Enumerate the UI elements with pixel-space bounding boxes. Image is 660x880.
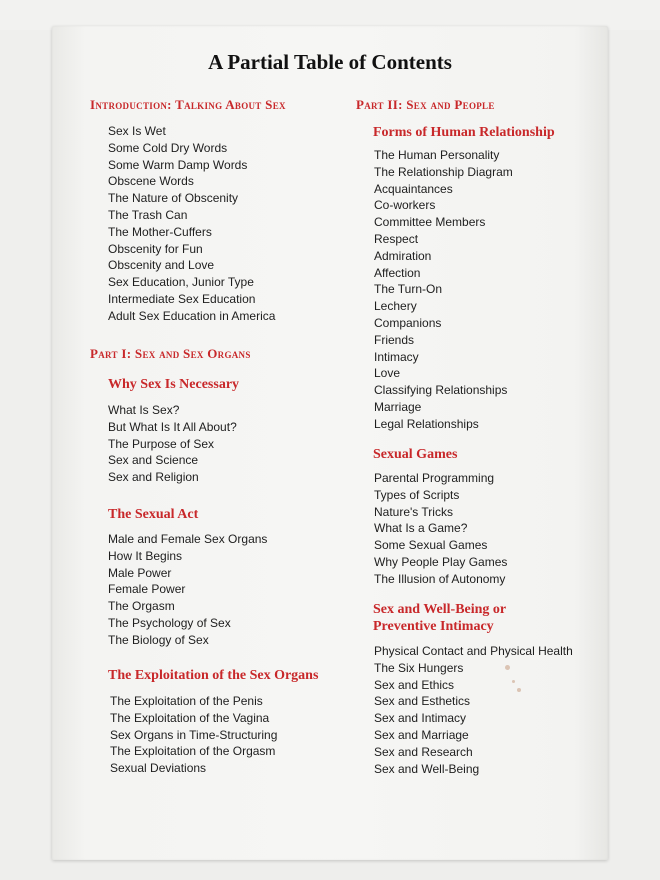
section-heading-relationship: Forms of Human Relationship bbox=[373, 125, 555, 140]
exploitation-item-list bbox=[110, 693, 277, 777]
list-item: Sex and Ethics bbox=[374, 677, 455, 692]
section-heading-why-sex: Why Sex Is Necessary bbox=[108, 377, 240, 392]
list-item: Some Warm Damp Words bbox=[108, 157, 248, 172]
list-item: Why People Play Games bbox=[374, 554, 508, 569]
list-item: The Exploitation of the Vagina bbox=[110, 710, 270, 725]
list-item: Parental Programming bbox=[374, 471, 495, 485]
section-heading-exploitation: The Exploitation of the Sex Organs bbox=[108, 668, 319, 683]
list-item: The Orgasm bbox=[108, 599, 175, 614]
why-sex-item-list bbox=[108, 402, 237, 486]
list-item: Physical Contact and Physical Health bbox=[374, 644, 573, 658]
list-item: The Psychology of Sex bbox=[108, 615, 231, 630]
list-item: What Is a Game? bbox=[374, 521, 468, 536]
list-item: The Human Personality bbox=[374, 148, 500, 162]
list-item: Male Power bbox=[108, 565, 172, 580]
list-item: Committee Members bbox=[374, 215, 486, 230]
list-item: Sex Organs in Time-Structuring bbox=[110, 727, 278, 742]
list-item: Obscenity and Love bbox=[108, 258, 215, 273]
section-heading-sexual-games: Sexual Games bbox=[373, 447, 458, 462]
list-item: The Mother-Cuffers bbox=[108, 224, 212, 239]
relationship-item-list bbox=[374, 147, 513, 433]
list-item: Adult Sex Education in America bbox=[108, 308, 276, 323]
list-item: Classifying Relationships bbox=[374, 383, 508, 398]
list-item: Sex and Intimacy bbox=[374, 711, 467, 726]
list-item: Male and Female Sex Organs bbox=[108, 532, 268, 546]
list-item: How It Begins bbox=[108, 548, 183, 563]
stain-speck bbox=[505, 665, 510, 670]
list-item: What Is Sex? bbox=[108, 403, 180, 417]
section-heading-well-being: Sex and Well-Being or Preventive Intimacy bbox=[373, 602, 506, 634]
list-item: Sex and Religion bbox=[108, 470, 199, 485]
list-item: Love bbox=[374, 366, 401, 381]
list-item: The Exploitation of the Penis bbox=[110, 694, 263, 708]
list-item: Friends bbox=[374, 332, 415, 347]
list-item: Sexual Deviations bbox=[110, 761, 207, 776]
list-item: The Exploitation of the Orgasm bbox=[110, 744, 276, 759]
intro-item-list bbox=[108, 123, 275, 325]
list-item: Types of Scripts bbox=[374, 487, 460, 502]
section-heading-sexual-act: The Sexual Act bbox=[108, 507, 199, 522]
list-item: Sex Education, Junior Type bbox=[108, 275, 254, 290]
sexual-act-item-list bbox=[108, 531, 267, 649]
list-item: Sex and Science bbox=[108, 453, 199, 468]
list-item: The Purpose of Sex bbox=[108, 436, 215, 451]
list-item: Respect bbox=[374, 231, 419, 246]
list-item: Nature's Tricks bbox=[374, 504, 453, 519]
list-item: Sex and Marriage bbox=[374, 727, 469, 742]
list-item: Obscene Words bbox=[108, 174, 194, 189]
list-item: Co-workers bbox=[374, 198, 436, 213]
list-item: Lechery bbox=[374, 299, 417, 314]
part-one-heading: Part I: Sex and Sex Organs bbox=[90, 346, 251, 361]
list-item: Some Sexual Games bbox=[374, 538, 488, 553]
list-item: The Turn-On bbox=[374, 282, 443, 297]
list-item: Sex and Research bbox=[374, 744, 473, 759]
list-item: The Nature of Obscenity bbox=[108, 191, 239, 206]
list-item: Affection bbox=[374, 265, 421, 280]
list-item: Obscenity for Fun bbox=[108, 241, 203, 256]
intro-heading: Introduction: Talking About Sex bbox=[90, 97, 286, 112]
list-item: The Trash Can bbox=[108, 207, 188, 222]
list-item: Sex Is Wet bbox=[108, 124, 166, 138]
well-being-item-list bbox=[374, 643, 573, 777]
list-item: The Relationship Diagram bbox=[374, 164, 513, 179]
list-item: Legal Relationships bbox=[374, 416, 479, 431]
list-item: Admiration bbox=[374, 248, 432, 263]
list-item: Female Power bbox=[108, 582, 186, 597]
part-two-heading: Part II: Sex and People bbox=[356, 97, 495, 112]
list-item: The Six Hungers bbox=[374, 660, 464, 675]
list-item: Sex and Well-Being bbox=[374, 761, 480, 776]
list-item: Companions bbox=[374, 315, 442, 330]
list-item: But What Is It All About? bbox=[108, 419, 237, 434]
list-item: Acquaintances bbox=[374, 181, 453, 196]
stain-speck bbox=[517, 688, 521, 692]
list-item: Intermediate Sex Education bbox=[108, 291, 256, 306]
list-item: Intimacy bbox=[374, 349, 419, 364]
stain-speck bbox=[512, 680, 515, 683]
sexual-games-item-list bbox=[374, 470, 507, 588]
page-title: A Partial Table of Contents bbox=[208, 50, 452, 74]
list-item: Some Cold Dry Words bbox=[108, 140, 228, 155]
list-item: The Biology of Sex bbox=[108, 632, 209, 647]
list-item: Marriage bbox=[374, 399, 422, 414]
list-item: Sex and Esthetics bbox=[374, 694, 471, 709]
list-item: The Illusion of Autonomy bbox=[374, 571, 506, 586]
